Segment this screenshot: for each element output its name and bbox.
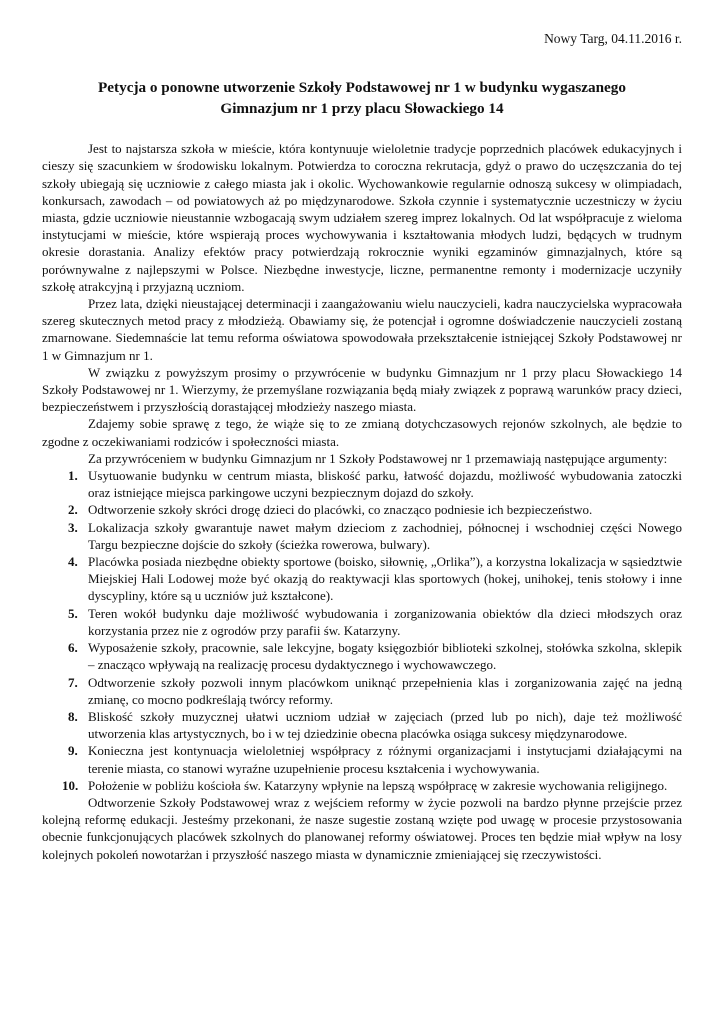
paragraph-districts: Zdajemy sobie sprawę z tego, że wiąże się to ze zmianą dotychczasowych rejonów szkolnych, ale będzie to zgodne z oczekiwaniami rodziców i społeczności miasta. — [42, 416, 682, 449]
argument-item — [42, 605, 682, 639]
paragraph-arguments-intro: Za przywróceniem w budynku Gimnazjum nr 1 Szkoły Podstawowej nr 1 przemawiają następujące argumenty: — [88, 450, 668, 466]
document-title — [56, 77, 668, 119]
argument-item — [42, 519, 682, 553]
argument-item — [42, 553, 682, 605]
argument-number: 7. — [68, 674, 78, 690]
argument-text: Lokalizacja szkoły gwarantuje nawet małym dzieciom z zachodniej, północnej i wschodniej części Nowego Targu bezpieczne dojście do szkoły (ścieżka rowerowa, bulwary). — [88, 519, 682, 552]
argument-text: Wyposażenie szkoły, pracownie, sale lekcyjne, bogaty księgozbiór biblioteki szkolnej, stołówka szkolna, sklepik – znacząco wpływają na realizację procesu dydaktycznego i wychowawczego. — [88, 640, 682, 673]
argument-text: Teren wokół budynku daje możliwość wybudowania i zorganizowania obiektów dla dzieci młodszych oraz korzystania przez nie z ogrodów przy parafii św. Katarzyny. — [88, 605, 682, 638]
arguments-list — [42, 467, 682, 794]
argument-item — [42, 467, 682, 501]
paragraph-request: W związku z powyższym prosimy o przywrócenie w budynku Gimnazjum nr 1 przy placu Słowackiego 14 Szkoły Podstawowej nr 1. Wierzymy, że przemyślane rozwiązania będą miały związek z poprawą warunków pracy dzieci, bezpieczeństwem i przyszłością dorastającej młodzieży naszego miasta. — [42, 364, 682, 415]
argument-number: 1. — [68, 468, 78, 484]
argument-number: 2. — [68, 502, 78, 518]
title-line-2: Gimnazjum nr 1 przy placu Słowackiego 14 — [220, 100, 504, 118]
argument-number: 4. — [68, 554, 78, 570]
argument-text: Konieczna jest kontynuacja wieloletniej współpracy z różnymi organizacjami i instytucjami działającymi na terenie miasta, co stanowi wyraźne uzupełnienie procesu kształcenia i wychowywania. — [88, 743, 682, 776]
paragraph-history: Jest to najstarsza szkoła w mieście, która kontynuuje wieloletnie tradycje poprzednich placówek edukacyjnych i cieszy się szacunkiem w środowisku lokalnym. Potwierdza to coroczna rekrutacja, gdyż o prawo do uczęszczania do tej szkoły ubiegają się uczniowie z całego miasta jak i okolic. Wychowankowie regularnie odnoszą sukcesy w olimpiadach, konkursach, zawodach – od powiatowych aż po międzynarodowe. Szkoła czynnie i systematycznie uczestniczy w życiu miasta, gdzie uczniowie nieustannie wzbogacają swym udziałem szereg imprez lokalnych. Od lat współpracuje z wieloma instytucjami w mieście, które wspierają proces wychowywania i kształtowania młodych ludzi, będących w trudnym okresie dorastania. Analizy efektów pracy potwierdzają rokrocznie wyniki egzaminów gimnazjalnych, które są porównywalne z najlepszymi w Polsce. Niezbędne inwestycje, liczne, permanentne remonty i modernizacje uczyniły szkołę atrakcyjną i przyjazną uczniom. — [42, 141, 682, 294]
place-date: Nowy Targ, 04.11.2016 r. — [544, 31, 682, 46]
paragraph-closing: Odtworzenie Szkoły Podstawowej wraz z wejściem reformy w życie pozwoli na bardzo płynne przejście przez kolejną reformę edukacji. Jesteśmy przekonani, że nasze sugestie zostaną wzięte pod uwagę w procesie przystosowania obecnie funkcjonujących placówek szkolnych do planowanej reformy oświatowej. Proces ten będzie miał wpływ na losy kolejnych pokoleń nowotarżan i przyszłość naszego miasta w dynamicznie zmieniającej się rzeczywistości. — [42, 794, 682, 862]
argument-text: Bliskość szkoły muzycznej ułatwi uczniom udział w zajęciach (przed lub po nich), daje też możliwość utworzenia klas artystycznych, bo i w tej dziedzinie obecna placówka osiąga sukcesy międzynarodowe. — [88, 708, 682, 742]
argument-number: 6. — [68, 640, 78, 656]
paragraph-teachers: Przez lata, dzięki nieustającej determinacji i zaangażowaniu wielu nauczycieli, kadra nauczycielska wypracowała szereg skutecznych metod pracy z młodzieżą. Obawiamy się, że potencjał i ogromne doświadczenie nauczycieli zostaną zmarnowane. Siedemnaście lat temu reforma oświatowa spowodowała przekształcenie istniejącej Szkoły Podstawowej nr 1 w Gimnazjum nr 1. — [42, 296, 682, 363]
argument-number: 9. — [68, 743, 78, 759]
argument-number: 10. — [62, 777, 79, 793]
argument-item — [42, 708, 682, 742]
argument-item — [42, 639, 682, 673]
argument-text: Odtworzenie szkoły pozwoli innym placówkom uniknąć przepełnienia klas i zorganizowania zajęć na jedną zmianę, co mocno podkreślają twórcy reformy. — [88, 674, 682, 707]
argument-item — [42, 674, 682, 708]
argument-text: Odtworzenie szkoły skróci drogę dzieci do placówki, co znacząco podniesie ich bezpieczeństwo. — [88, 502, 593, 518]
argument-number: 5. — [68, 605, 78, 621]
argument-item — [42, 777, 682, 794]
title-line-1: Petycja o ponowne utworzenie Szkoły Podstawowej nr 1 w budynku wygaszanego — [98, 79, 626, 97]
argument-text: Położenie w pobliżu kościoła św. Katarzyny wpłynie na lepszą współpracę w zakresie wychowania religijnego. — [88, 777, 668, 793]
argument-text: Usytuowanie budynku w centrum miasta, bliskość parku, łatwość dojazdu, możliwość wybudowania zatoczki oraz istniejące miejsca parkingowe uczyni bezpiecznym dojazd do szkoły. — [88, 468, 682, 501]
argument-number: 8. — [68, 708, 78, 724]
argument-number: 3. — [68, 519, 78, 535]
argument-text: Placówka posiada niezbędne obiekty sportowe (boisko, siłownię, „Orlika”), a korzystna lokalizacja w sąsiedztwie Miejskiej Hali Lodowej może być okazją do reaktywacji klas sportowych (hokej, unihokej, tenis stołowy i inne dyscypliny, które są u uczniów już kształcone). — [88, 554, 682, 604]
argument-item — [42, 742, 682, 776]
argument-item — [42, 501, 682, 518]
